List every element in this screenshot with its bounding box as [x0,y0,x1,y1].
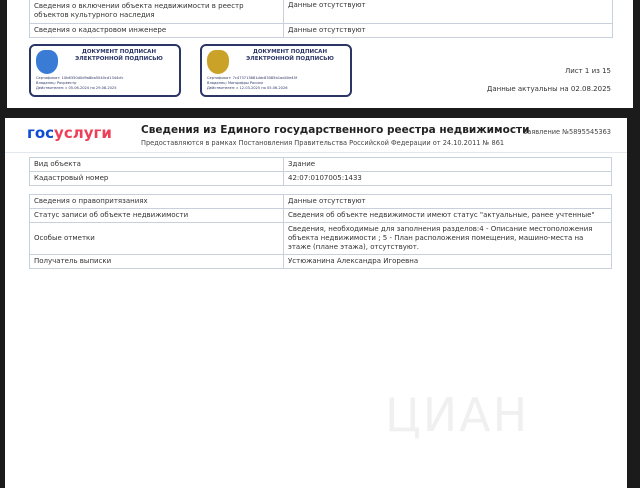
logo-part: гос [27,124,55,142]
coat-of-arms-icon [207,50,229,74]
object-table [29,157,612,186]
table-row [30,255,612,269]
table-row [30,158,612,172]
info-table [29,0,613,38]
cian-watermark: ЦИАН [385,388,530,442]
stamp-heading: ДОКУМЕНТ ПОДПИСАН ЭЛЕКТРОННОЙ ПОДПИСЬЮ [246,49,334,62]
stamp-heading: ДОКУМЕНТ ПОДПИСАН ЭЛЕКТРОННОЙ ПОДПИСЬЮ [75,49,163,62]
page-2 [5,118,627,488]
row-label: Статус записи об объекте недвижимости [30,209,284,223]
table-row [30,24,613,38]
page-subtitle: Предоставляются в рамках Постановления Правительства Российской Федерации от 24.10.2011 № 861 [141,139,505,147]
signature-stamp-rosreestr [29,44,181,97]
row-value: Сведения об объекте недвижимости имеют статус "актуальные, ранее учтенные" [284,209,612,223]
row-label: Сведения о включении объекта недвижимости в реестр объектов культурного наследия [30,0,284,24]
row-label: Сведения о правопритязаниях [30,195,284,209]
stamp-details [207,76,297,91]
row-value: Сведения, необходимые для заполнения разделов:4 - Описание местоположения объекта недвижимости ; 5 - План расположения помещения, машино-места на этаже (плане этажа), отсутствуют. [284,223,612,255]
row-value: Здание [284,158,612,172]
table-row [30,0,613,24]
logo-part: услуги [54,124,112,142]
row-label: Получатель выписки [30,255,284,269]
details-table [29,194,612,269]
row-value: Данные отсутствуют [284,195,612,209]
stamp-cert: Сертификат: 10b6350d0d9a8ba5040cd1344cfc [36,76,124,80]
stamp-valid: Действителен: с 05.06.2024 по 29.08.2025 [36,86,117,90]
application-number: Заявление №5895545363 [523,128,611,136]
row-label: Сведения о кадастровом инженере [30,24,284,38]
table-row [30,195,612,209]
rosreestr-emblem-icon [36,50,58,74]
page-title: Сведения из Единого государственного реестра недвижимости [141,124,530,136]
row-value: 42:07:0107005:1433 [284,172,612,186]
page-1 [7,0,633,108]
data-actual-date: Данные актуальны на 02.08.2025 [486,85,611,93]
table-row [30,172,612,186]
gosuslugi-logo [27,124,112,142]
stamp-cert: Сертификат: 7c473713681ddc83085b1ad40e45f [207,76,298,80]
row-value: Устюжанина Александра Игоревна [284,255,612,269]
stamp-owner: Владелец: Минцифры России [207,81,263,85]
row-label: Особые отметки [30,223,284,255]
sheet-number: Лист 1 из 15 [564,67,611,75]
divider [5,152,627,153]
table-row [30,209,612,223]
stamp-valid: Действителен: с 12.03.2025 по 05.06.2026 [207,86,288,90]
stamp-owner: Владелец: Росреестр [36,81,77,85]
row-label: Вид объекта [30,158,284,172]
row-value: Данные отсутствуют [284,24,613,38]
stamp-details [36,76,124,91]
signature-stamp-mintsifry [200,44,352,97]
row-label: Кадастровый номер [30,172,284,186]
table-row [30,223,612,255]
row-value: Данные отсутствуют [284,0,613,24]
